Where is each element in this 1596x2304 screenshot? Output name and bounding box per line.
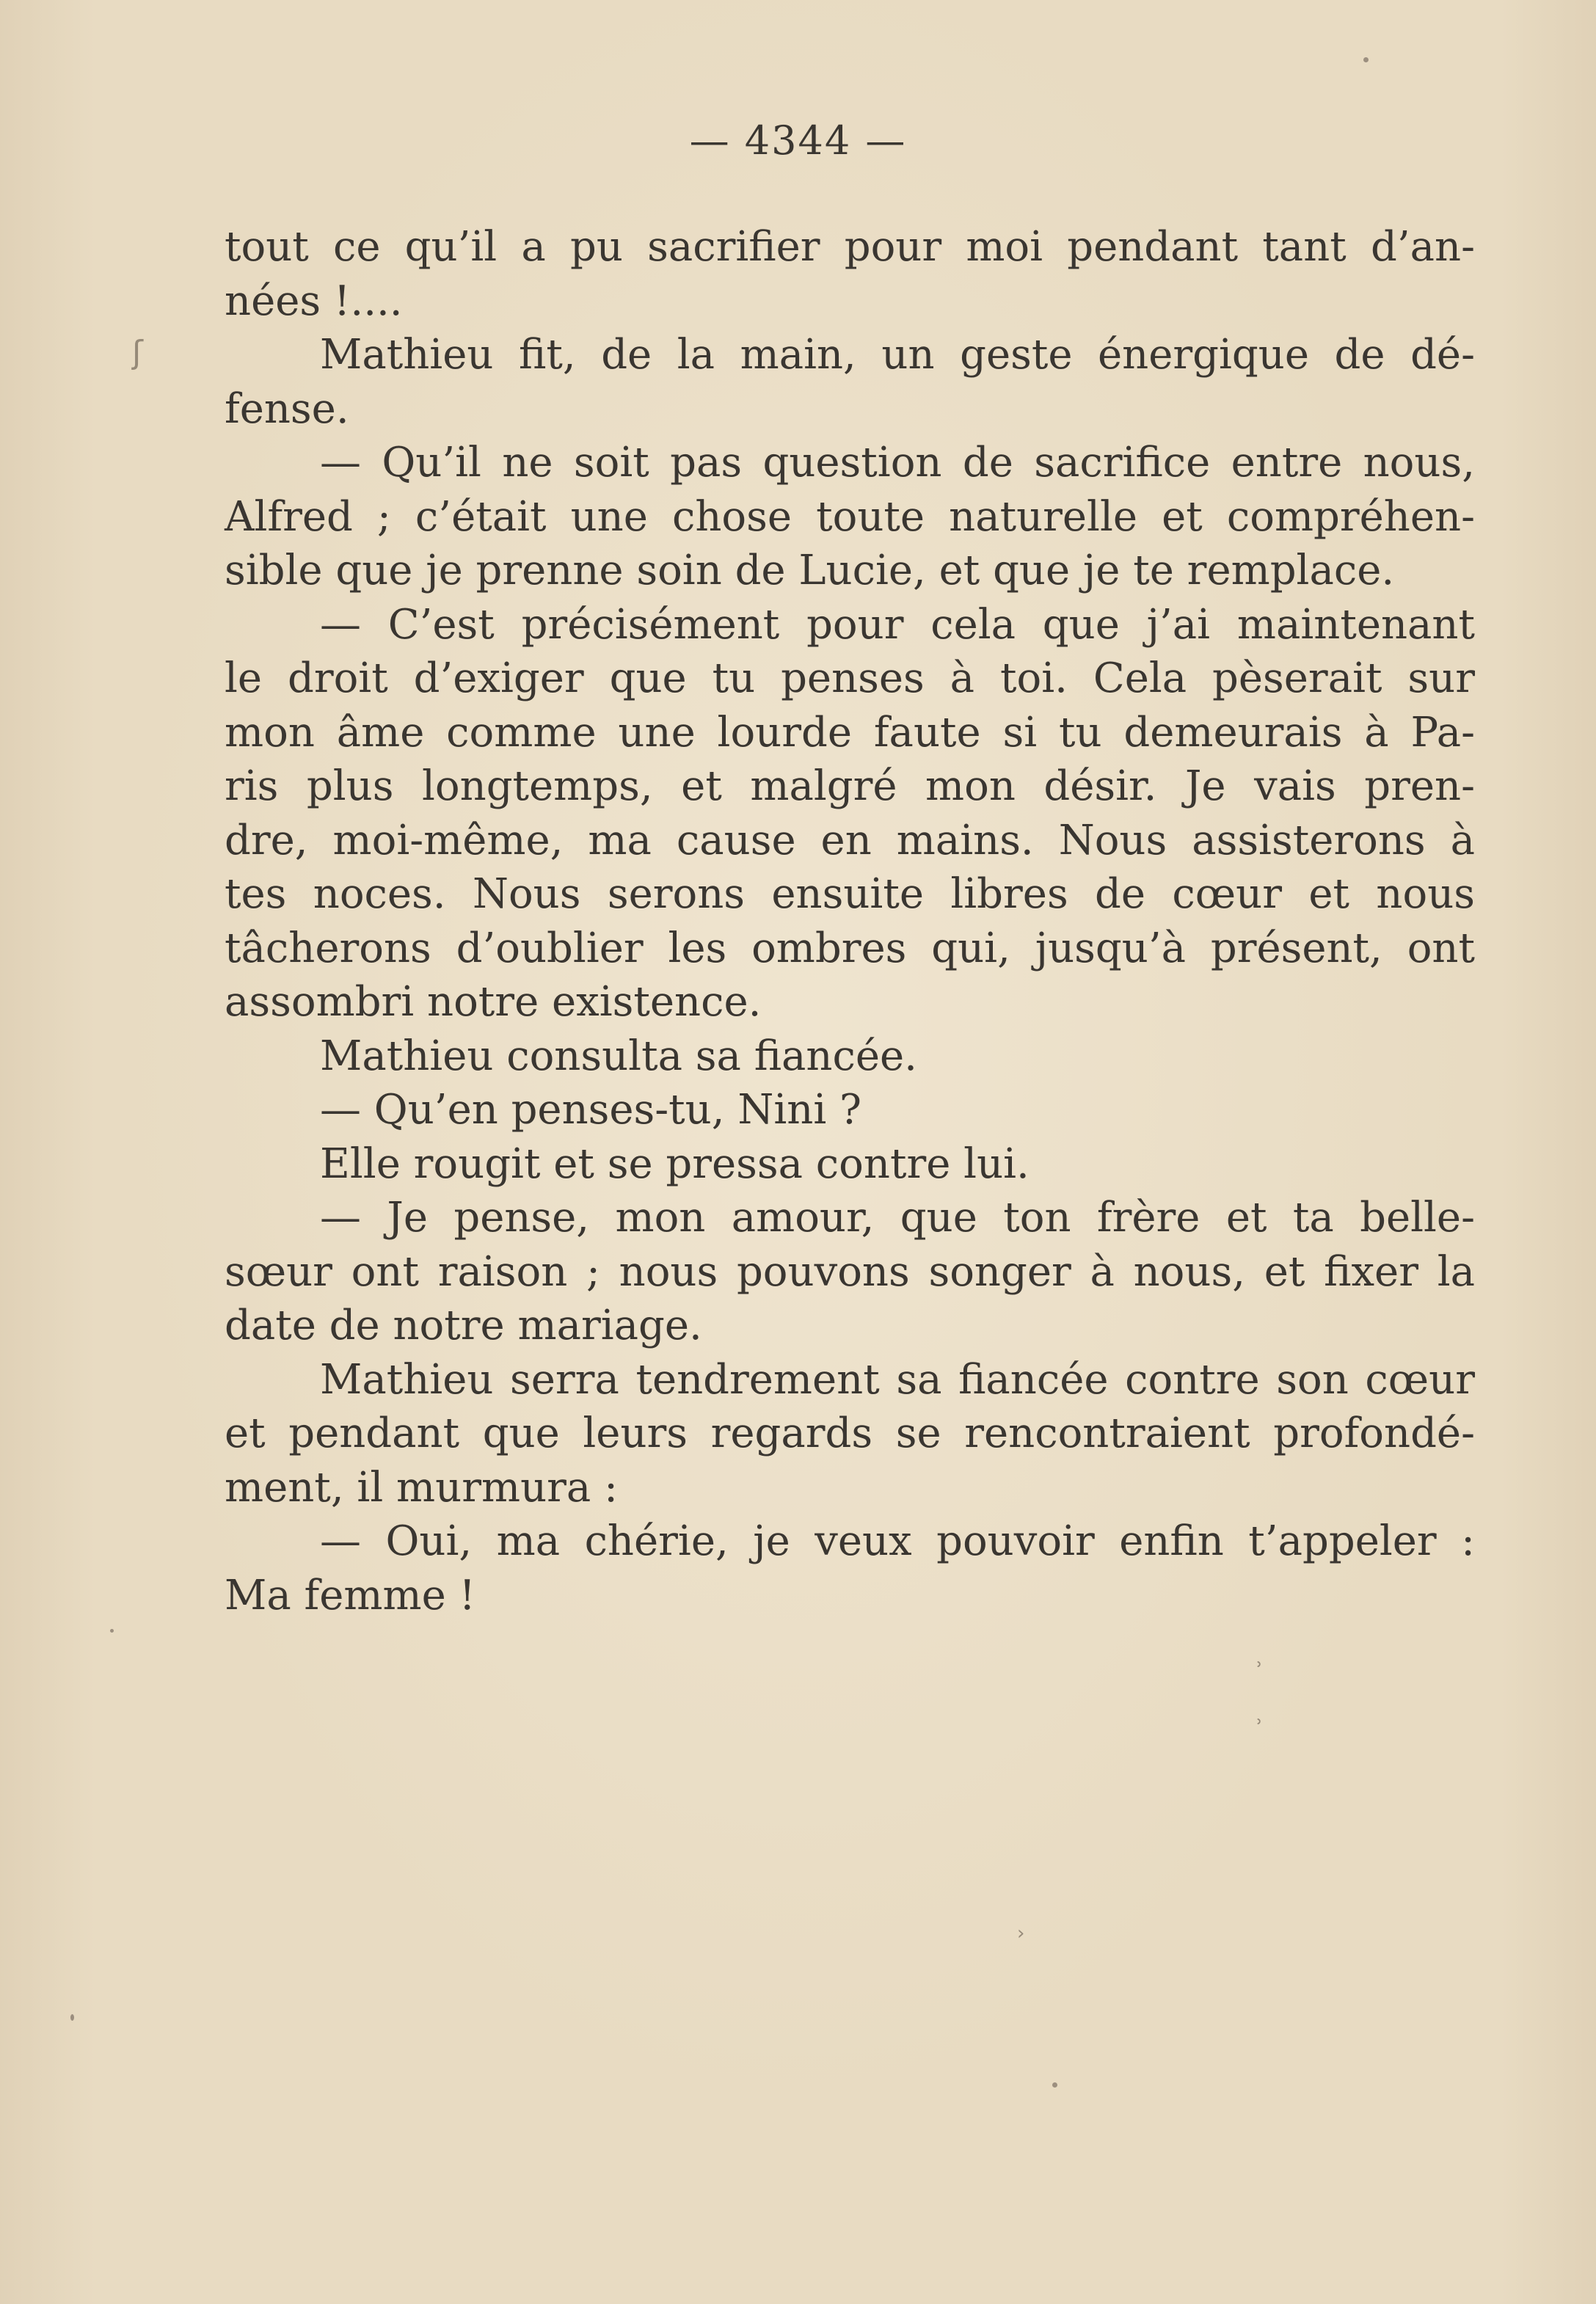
text-line: Mathieu consulta sa fiancée. (320, 1032, 917, 1080)
text-line: Mathieu fit, de la main, un geste énergique de dé- (320, 331, 1475, 379)
text-line: mon âme comme une lourde faute si tu demeurais à Pa- (225, 708, 1475, 757)
text-line: — Qu’il ne soit pas question de sacrifice entre nous, (320, 439, 1475, 486)
text-line: date de notre mariage. (225, 1302, 702, 1349)
text-line: — Je pense, mon amour, que ton frère et ta belle- (320, 1194, 1475, 1242)
text-line: et pendant que leurs regards se rencontraient profondé- (225, 1410, 1475, 1457)
margin-mark-icon: ʃ (132, 334, 143, 371)
paper-speck (1363, 57, 1369, 62)
text-line: — Oui, ma chérie, je veux pouvoir enfin t’appeler : (320, 1517, 1475, 1565)
margin-mark-icon: ʾ (1256, 1658, 1264, 1684)
text-line: sœur ont raison ; nous pouvons songer à nous, et fixer la (225, 1247, 1475, 1296)
text-line: Ma femme ! (225, 1571, 476, 1619)
text-line: nées !.... (225, 277, 403, 325)
text-line: le droit d’exiger que tu penses à toi. Cela pèserait sur (225, 655, 1475, 702)
paper-speck (1052, 2082, 1057, 2088)
text-line: tâcherons d’oublier les ombres qui, jusqu’à présent, ont (225, 924, 1475, 972)
text-line: sible que je prenne soin de Lucie, et que je te remplace. (225, 547, 1395, 594)
text-line: tout ce qu’il a pu sacrifier pour moi pendant tant d’an- (225, 223, 1475, 271)
text-line: fense. (225, 384, 349, 433)
paper-speck (70, 2014, 74, 2021)
margin-mark-icon: › (1017, 1922, 1025, 1944)
paper-speck (110, 1629, 114, 1633)
margin-mark-icon: ʾ (1256, 1716, 1264, 1741)
text-line: Mathieu serra tendrement sa fiancée contre son cœur (320, 1355, 1475, 1404)
text-line: Elle rougit et se pressa contre lui. (320, 1140, 1030, 1188)
page-number-header: — 4344 — (689, 117, 907, 164)
text-line: tes noces. Nous serons ensuite libres de cœur et nous (225, 870, 1475, 918)
text-line: — C’est précisément pour cela que j’ai maintenant (320, 600, 1475, 649)
text-line: — Qu’en penses-tu, Nini ? (320, 1086, 862, 1134)
text-line: ris plus longtemps, et malgré mon désir. Je vais pren- (225, 762, 1475, 810)
text-line: assombri notre existence. (225, 978, 762, 1026)
text-line: ment, il murmura : (225, 1463, 618, 1512)
text-line: Alfred ; c’était une chose toute naturelle et compréhen- (225, 492, 1475, 541)
text-line: dre, moi-même, ma cause en mains. Nous assisterons à (225, 816, 1475, 864)
body-text (225, 220, 1475, 1622)
